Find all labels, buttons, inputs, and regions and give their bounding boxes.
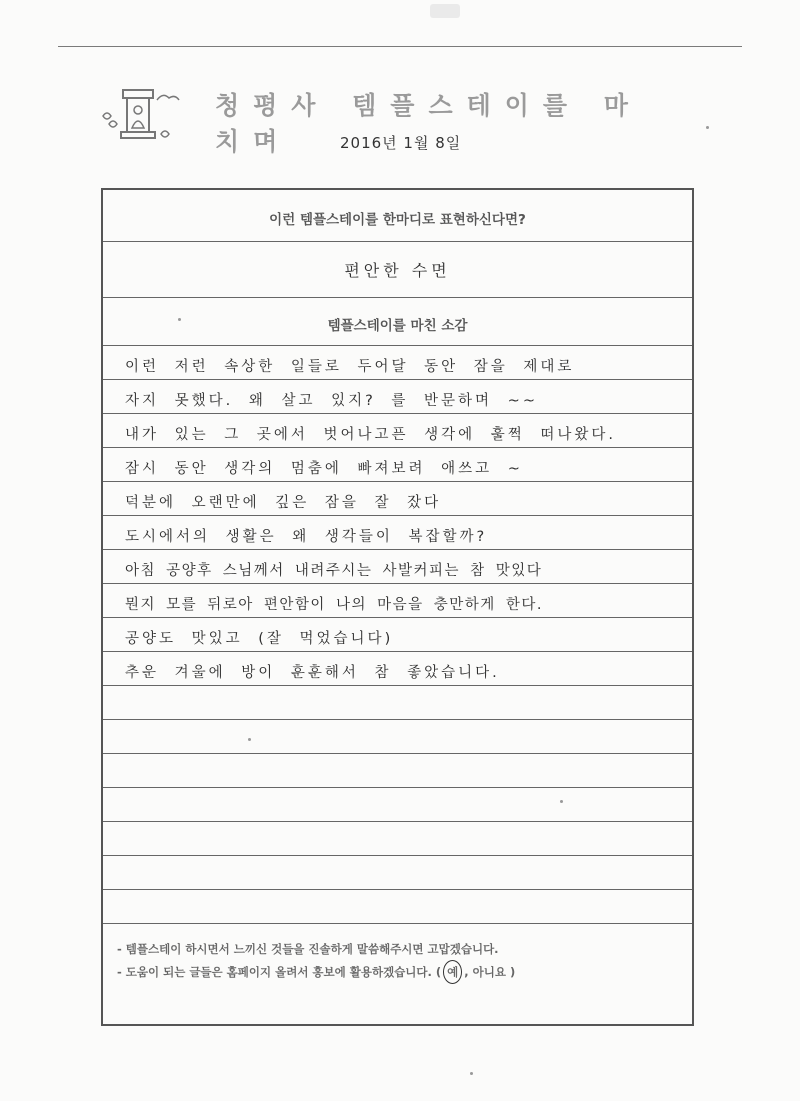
scan-speck: [470, 1072, 473, 1075]
answer-line: [103, 516, 692, 550]
footer-note-1: - 템플스테이 하시면서 느끼신 것들을 진솔하게 말씀해주시면 고맙겠습니다.: [117, 942, 499, 956]
answer-line: [103, 414, 692, 448]
impressions-label-row: [103, 298, 692, 346]
temple-logo-icon: [95, 84, 185, 144]
answer-line: [103, 856, 692, 890]
answer-line-text: 이런 저런 속상한 일들로 두어달 동안 잠을 제대로: [125, 359, 575, 375]
scan-speck: [178, 318, 181, 321]
footer-note-2-prefix: - 도움이 되는 글들은 홈페이지 올려서 홍보에 활용하겠습니다. (: [117, 965, 442, 979]
answer-line: [103, 448, 692, 482]
answer-line-text: 덕분에 오랜만에 깊은 잠을 잘 잤다: [125, 495, 442, 511]
top-rule: [58, 46, 742, 47]
form-footer: [117, 938, 682, 984]
scan-speck: [706, 126, 709, 129]
answer-line: [103, 380, 692, 414]
consent-yes-option[interactable]: 예: [443, 960, 462, 984]
answer-line: [103, 550, 692, 584]
answer-line-text: 자지 못했다. 왜 살고 있지? 를 반문하며 ~~: [125, 393, 538, 409]
answer-line-text: 뭔지 모를 뒤로아 편안함이 나의 마음을 충만하게 한다.: [125, 597, 544, 613]
feedback-form: [101, 188, 694, 1026]
footer-note-2-suffix: , 아니요 ): [464, 965, 516, 979]
answer-line-text: 도시에서의 생활은 왜 생각들이 복잡할까?: [125, 529, 488, 545]
answer-line-text: 잠시 동안 생각의 멈춤에 빠져보려 애쓰고 ~: [125, 461, 523, 477]
answer-line: [103, 346, 692, 380]
answer-line: [103, 822, 692, 856]
date-written: 2016년 1월 8일: [340, 134, 462, 152]
answer-line: [103, 618, 692, 652]
answer-line: [103, 720, 692, 754]
summary-question-row: [103, 190, 692, 242]
scan-speck: [560, 800, 563, 803]
answer-line: [103, 788, 692, 822]
answer-line: [103, 482, 692, 516]
answer-line-text: 공양도 맛있고 (잘 먹었습니다): [125, 631, 394, 647]
summary-answer: 편안한 수면: [344, 261, 451, 280]
answer-line-text: 아침 공양후 스님께서 내려주시는 사발커피는 참 맛있다: [125, 563, 543, 579]
answer-line-text: 추운 겨울에 방이 훈훈해서 참 좋았습니다.: [125, 665, 500, 681]
summary-answer-row: [103, 242, 692, 298]
answer-line: [103, 686, 692, 720]
answer-line: [103, 584, 692, 618]
answer-line-text: 내가 있는 그 곳에서 벗어나고픈 생각에 훌쩍 떠나왔다.: [125, 427, 617, 443]
answer-line: [103, 890, 692, 924]
impressions-label: 템플스테이를 마친 소감: [327, 318, 468, 334]
form-title: 청평사 템플스테이를 마치며: [215, 91, 642, 156]
summary-question-label: 이런 템플스테이를 한마디로 표현하신다면?: [269, 212, 526, 228]
answer-line: [103, 652, 692, 686]
scan-speck: [248, 738, 251, 741]
form-header: [95, 78, 655, 158]
footer-note-2: [117, 960, 682, 984]
scan-smudge: [430, 4, 460, 18]
answer-line: [103, 754, 692, 788]
